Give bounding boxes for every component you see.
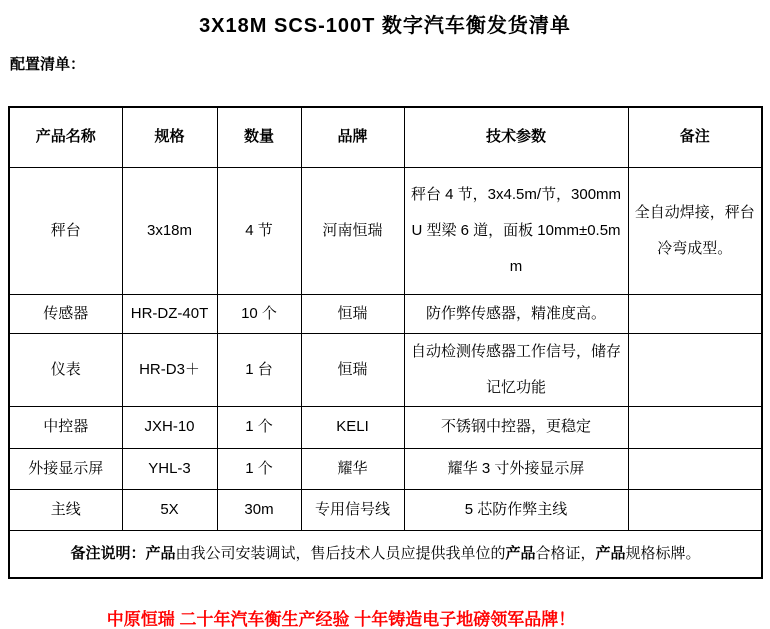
table-row-indicator (9, 333, 762, 406)
cell-brand: KELI (301, 406, 404, 448)
cell-product-name: 中控器 (9, 406, 122, 448)
shipping-list-table (8, 106, 763, 579)
remark-segment: 产品 (505, 544, 536, 562)
table-header-row (9, 107, 762, 167)
cell-note (628, 406, 762, 448)
document-title: 3X18M SCS-100T 数字汽车衡发货清单 (199, 15, 571, 37)
col-header-tech-params: 技术参数 (404, 107, 628, 167)
cell-note (628, 448, 762, 489)
cell-spec: JXH-10 (122, 406, 217, 448)
cell-brand: 河南恒瑞 (301, 167, 404, 294)
cell-spec: YHL-3 (122, 448, 217, 489)
remark-segment: 合格证， (535, 544, 596, 562)
cell-brand: 耀华 (301, 448, 404, 489)
cell-quantity: 30m (217, 489, 301, 530)
cell-tech-params: 耀华 3 寸外接显示屏 (404, 448, 628, 489)
cell-product-name: 外接显示屏 (9, 448, 122, 489)
cell-spec: 3x18m (122, 167, 217, 294)
cell-tech-params: 防作弊传感器，精准度高。 (404, 294, 628, 333)
config-list-label: 配置清单： (10, 56, 86, 73)
table-row-scale-platform (9, 167, 762, 294)
col-header-spec: 规格 (122, 107, 217, 167)
cell-product-name: 秤台 (9, 167, 122, 294)
cell-product-name: 主线 (9, 489, 122, 530)
col-header-quantity: 数量 (217, 107, 301, 167)
remark-label: 备注说明： (70, 544, 146, 562)
cell-tech-params: 不锈钢中控器，更稳定 (404, 406, 628, 448)
cell-product-name: 传感器 (9, 294, 122, 333)
remark-segment: 规格标牌。 (625, 544, 701, 562)
table-row-external-display (9, 448, 762, 489)
cell-quantity: 1 个 (217, 448, 301, 489)
brand-slogan: 中原恒瑞 二十年汽车衡生产经验 十年铸造电子地磅领军品牌！ (106, 610, 576, 629)
cell-tech-params: 5 芯防作弊主线 (404, 489, 628, 530)
cell-spec: HR-DZ-40T (122, 294, 217, 333)
cell-note: 全自动焊接，秤台冷弯成型。 (628, 167, 762, 294)
cell-brand: 恒瑞 (301, 333, 404, 406)
remark-segment: 产品 (595, 544, 626, 562)
table-row-junction-box (9, 406, 762, 448)
cell-note (628, 489, 762, 530)
cell-spec: 5X (122, 489, 217, 530)
remark-cell (9, 530, 762, 578)
cell-brand: 专用信号线 (301, 489, 404, 530)
col-header-brand: 品牌 (301, 107, 404, 167)
cell-tech-params: 自动检测传感器工作信号，储存记忆功能 (404, 333, 628, 406)
cell-quantity: 10 个 (217, 294, 301, 333)
cell-note (628, 333, 762, 406)
table-row-main-cable (9, 489, 762, 530)
col-header-product-name: 产品名称 (9, 107, 122, 167)
cell-brand: 恒瑞 (301, 294, 404, 333)
col-header-note: 备注 (628, 107, 762, 167)
cell-spec: HR-D3＋ (122, 333, 217, 406)
cell-quantity: 4 节 (217, 167, 301, 294)
cell-quantity: 1 台 (217, 333, 301, 406)
cell-quantity: 1 个 (217, 406, 301, 448)
cell-note (628, 294, 762, 333)
remark-segment: 产品 (145, 544, 176, 562)
remark-row (9, 530, 762, 578)
cell-tech-params: 秤台 4 节，3x4.5m/节，300mmU 型梁 6 道，面板 10mm±0.5mm (404, 167, 628, 294)
table-row-sensor (9, 294, 762, 333)
cell-product-name: 仪表 (9, 333, 122, 406)
remark-segment: 由我公司安装调试，售后技术人员应提供我单位的 (175, 544, 506, 562)
